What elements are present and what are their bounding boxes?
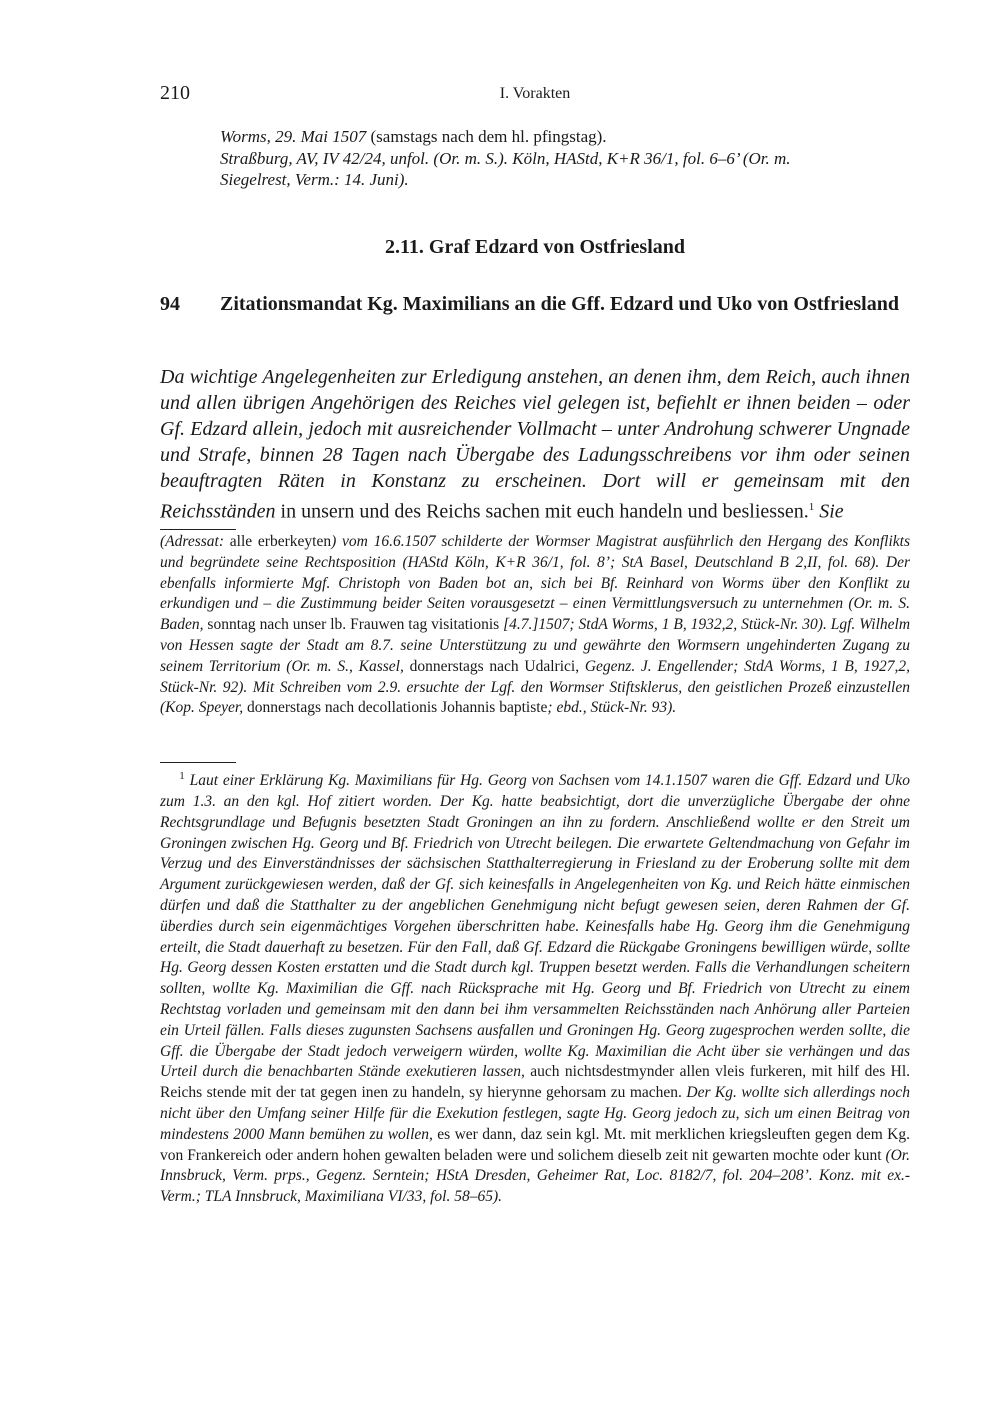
previous-entry-sources-1: Straßburg, AV, IV 42/24, unfol. (Or. m. S.). Köln, HAStd, K+R 36/1, fol. 6–6’ (Or. m. [220,148,791,168]
date-place: Worms, 29. Mai 1507 [220,127,367,146]
page-number: 210 [160,82,190,104]
running-title: I. Vorakten [499,85,571,102]
regest-roman: in unsern und des Reichs sachen mit euch handeln und besliessen. [280,500,809,523]
previous-entry-sources-2: Siegelrest, Verm.: 14. Juni). [220,170,409,189]
regest-tail: Sie [819,500,844,523]
footnote-seg: es wer dann, daz sein kgl. Mt. mit merklichen kriegsleuften gegen dem Kg. von Frankereich oder andern hohen gewalten beladen were und solichem dieselb zeit nit gewarten mochte oder kunt [160,1125,911,1164]
note-seg: alle erberkeyten [229,533,332,550]
note-seg: donnerstags nach Udalrici, [409,657,580,675]
footnote-seg: (Or. Innsbruck, Verm. prps., Gegenz. Serntein; HStA Dresden, Geheimer Rat, Loc. 8182/7, fol. 204–208’. Konz. mit ex.-Verm.; TLA Innsbruck, Maximiliana VI/33, fol. 58–65). [160,1146,910,1206]
note-seg: ; ebd., Stück-Nr. 93). [547,699,677,717]
footnote-seg: Laut einer Erklärung Kg. Maximilians für Hg. Georg von Sachsen vom 14.1.1507 waren die Gff. Edzard und Uko zum 1.3. an den kgl. Hof zitiert worden. Der Kg. hatte beabsichtigt, dort die unverzügliche Übergabe der ohne Rechtsgrundlage und Befugnis besetzten Stadt Groningen an ihn zu fordern. Anschließend wollte er den Streit um Groningen zwischen Hg. Georg und Bf. Friedrich von Utrecht beilegen. Die erwartete Geltendmachung von Gefahr im Verzug und des Einverständnisses der sächsischen Statthalterregierung in Friesland zu der Eroberung sollte mit dem Argument zurückgewiesen werden, daß der Gf. sich keinesfalls in Angelegenheiten von Kg. und Reich hätte einmischen dürfen und daß die Statthalter zu der angeblichen Genehmigung nicht befugt gewesen seien, deren Rahmen der Gf. überdies durch sein eigenmächtiges Vorgehen überschritten habe. Keinesfalls habe Hg. Georg ihm die Genehmigung erteilt, die Stadt dauerhaft zu besetzen. Für den Fall, daß Gf. Edzard die Rückgabe Groningens bewilligen würde, sollte Hg. Georg dessen Kosten erstatten und die Stadt durch kgl. Truppen besetzt werden. Falls die Verhandlungen scheitern sollten, wollte Kg. Maximilian die Gff. nach Rücksprache mit Hg. Georg und Bf. Friedrich von Utrecht zu einem Rechtstag vorladen und gemeinsam mit den dann bei ihm versammelten Reichsständen nach Anhörung aller Parteien ein Urteil fällen. Falls dieses zugunsten Sachsens ausfallen und Groningen Hg. Georg zugesprochen werden sollte, die Gff. die Übergabe der Stadt jedoch verweigern würden, wollte Kg. Maximilian die Acht über sie verhängen und das Urteil durch die benachbarten Stände exekutieren lassen, [160,772,911,1081]
note-seg: Gegenz. J. Engellender; StdA Worms, 1 B, 1927,2, Stück-Nr. 92). Mit Schreiben vom 2.9. ersuchte der Lgf. den Wormser Stiftsklerus, den geistlichen Prozeß einzustellen (Kop. Speyer, [160,657,911,717]
document-number: 94 [160,293,180,315]
note-seg: (Adressat: [160,533,224,550]
regest-italic: Da wichtige Angelegenheiten zur Erledigung anstehen, an denen ihm, dem Reich, auch ihnen und allen übrigen Angehörigen des Reiches viel gelegen ist, befiehlt er ihnen beiden – oder Gf. Edzard allein, jedoch mit ausreichender Vollmacht – unter Androhung schwerer Ungnade und Strafe, binnen 28 Tagen nach Übergabe des Ladungsschreibens vor ihm oder seinen beauftragten Räten in Konstanz zu erscheinen. Dort will er gemeinsam mit den Reichsständen [160,366,910,523]
footnote-1 [160,766,910,1208]
footnote-number: 1 [179,770,185,782]
date-original: (samstags nach dem hl. pfingstag). [370,127,607,146]
regest-paragraph [160,364,910,525]
footnote-rule [160,529,236,530]
note-seg: sonntag nach unser lb. Frauwen tag visitationis [207,616,500,634]
footnote-rule [160,762,236,763]
note-previous-entry [160,532,910,719]
footnote-seg: Der Kg. wollte sich allerdings noch nicht über den Umfang seiner Hilfe für die Exekution festlegen, sagte Hg. Georg jedoch zu, sich um einen Beitrag von mindestens 2000 Mann bemühen zu wollen, [160,1084,910,1143]
section-heading: 2.11. Graf Edzard von Ostfriesland [384,236,685,258]
footnote-mark: 1 [808,501,815,513]
note-seg: [4.7.]1507; StdA Worms, 1 B, 1932,2, Stück-Nr. 30). Lgf. Wilhelm von Hessen sagte der Stadt am 8.7. seine Unterstützung zu und gewährte den Wormsern ungehinderten Zugang zu seinem Territorium (Or. m. S., Kassel, [160,616,911,675]
document-title: Zitationsmandat Kg. Maximilians an die Gff. Edzard und Uko von Ostfriesland [220,293,899,315]
running-header [160,82,910,108]
previous-entry-tail [220,126,910,191]
note-seg: ) vom 16.6.1507 schilderte der Wormser Magistrat ausführlich den Hergang des Konflikts und begründete seine Rechtsposition (HAStd Köln, K+R 36/1, fol. 8’; StA Basel, Deutschland B 2,II, fol. 68). Der ebenfalls informierte Mgf. Christoph von Baden bot an, sich bei Bf. Reinhard von Worms über den Konflikt zu erkundigen und – die Zustimmung beider Seiten vorausgesetzt – einen Vermittlungsversuch zu unternehmen (Or. m. S. Baden, [160,533,911,634]
previous-entry-date [220,126,910,148]
footnote-seg: auch nichtsdestmynder allen vleis furkeren, mit hilf des Hl. Reichs stende mit der tat gegen inen zu handeln, sy hierynne gehorsam zu machen. [160,1063,911,1102]
note-seg: donnerstags nach decollationis Johannis baptiste [246,699,548,717]
